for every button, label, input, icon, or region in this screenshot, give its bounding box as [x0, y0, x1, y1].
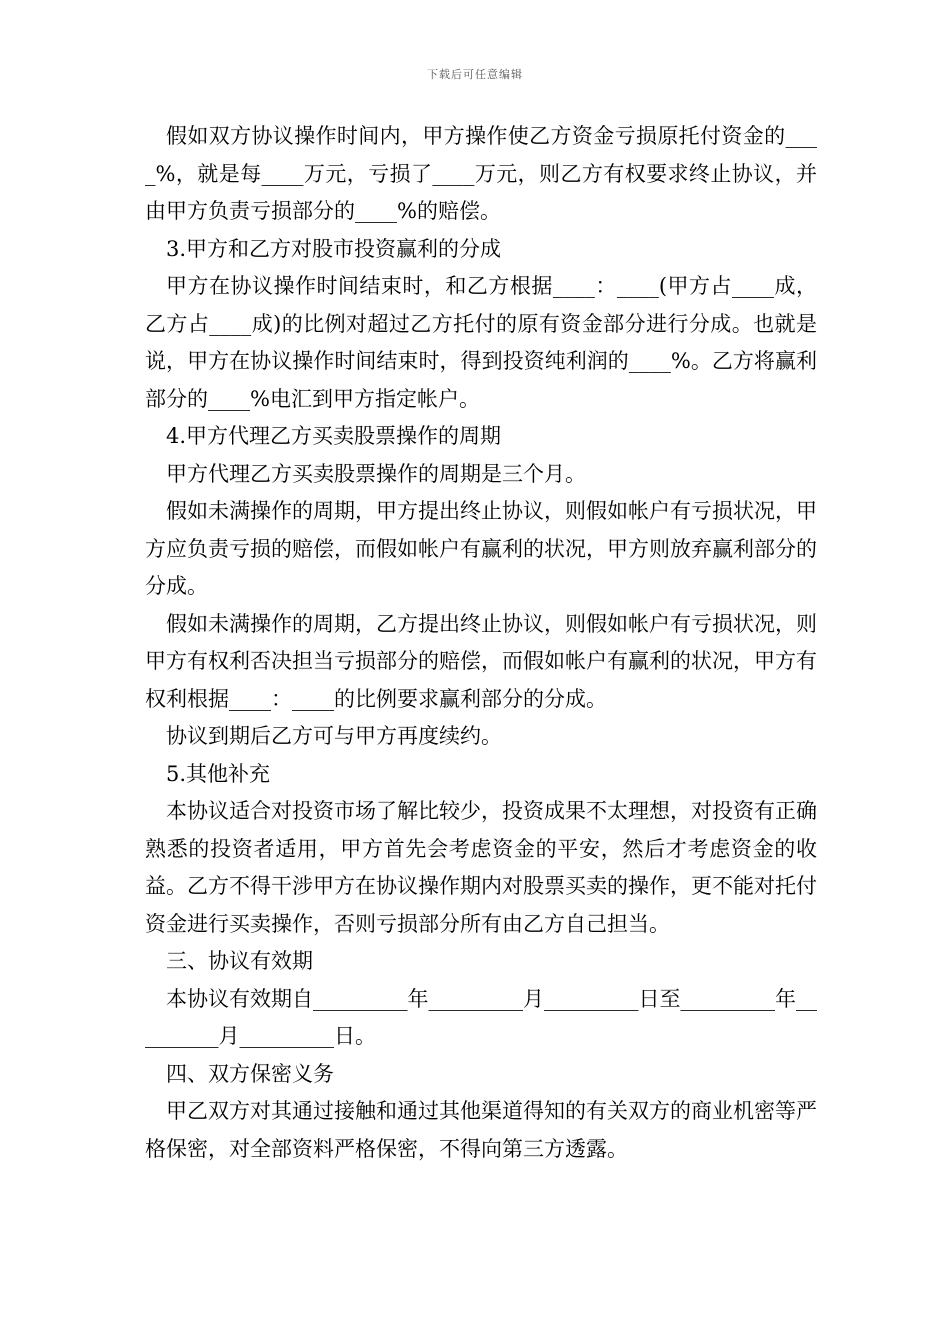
paragraph-confidentiality: 甲乙双方对其通过接触和通过其他渠道得知的有关双方的商业机密等严格保密，对全部资料严格保密，不得向第三方透露。 — [145, 1099, 817, 1161]
paragraph-period-length: 甲方代理乙方买卖股票操作的周期是三个月。 — [166, 461, 586, 486]
paragraph-other-terms: 本协议适合对投资市场了解比较少，投资成果不太理想，对投资有正确熟悉的投资者适用，甲方首先会考虑资金的平安，然后才考虑资金的收益。乙方不得干涉甲方在协议操作期内对股票买卖的操作，更不能对托付资金进行买卖操作，否则亏损部分所有由乙方自己担当。 — [145, 799, 817, 936]
paragraph-renewal: 协议到期后乙方可与甲方再度续约。 — [166, 724, 502, 748]
section-heading-profit-sharing: 3.甲方和乙方对股市投资赢利的分成 — [166, 236, 502, 261]
paragraph-party-b-termination: 假如未满操作的周期，乙方提出终止协议，则假如帐户有亏损状况，则甲方有权利否决担当亏损部分的赔偿，而假如帐户有赢利的状况，甲方有权利根据____：____的比例要求赢利部分的分成。 — [145, 611, 817, 711]
paragraph-validity-period: 本协议有效期自_________年_________月_________日至_________年_________月_________日。 — [145, 986, 817, 1048]
page-header-note: 下载后可任意编辑 — [427, 68, 523, 81]
section-heading-confidentiality: 四、双方保密义务 — [166, 1061, 334, 1086]
document-body — [145, 118, 817, 1168]
section-heading-other: 5.其他补充 — [166, 761, 271, 786]
paragraph-party-a-termination: 假如未满操作的周期，甲方提出终止协议，则假如帐户有亏损状况，甲方应负责亏损的赔偿，而假如帐户有赢利的状况，甲方则放弃赢利部分的分成。 — [145, 499, 817, 598]
paragraph-profit-sharing: 甲方在协议操作时间结束时，和乙方根据____：____(甲方占____成，乙方占____成)的比例对超过乙方托付的原有资金部分进行分成。也就是说，甲方在协议操作时间结束时，得到投资纯利润的____%。乙方将赢利部分的____%电汇到甲方指定帐户。 — [145, 274, 817, 411]
section-heading-validity: 三、协议有效期 — [166, 949, 313, 973]
section-heading-operation-period: 4.甲方代理乙方买卖股票操作的周期 — [166, 424, 502, 448]
paragraph-loss-terms: 假如双方协议操作时间内，甲方操作使乙方资金亏损原托付资金的____%，就是每____万元，亏损了____万元，则乙方有权要求终止协议，并由甲方负责亏损部分的____%的赔偿。 — [145, 124, 817, 223]
